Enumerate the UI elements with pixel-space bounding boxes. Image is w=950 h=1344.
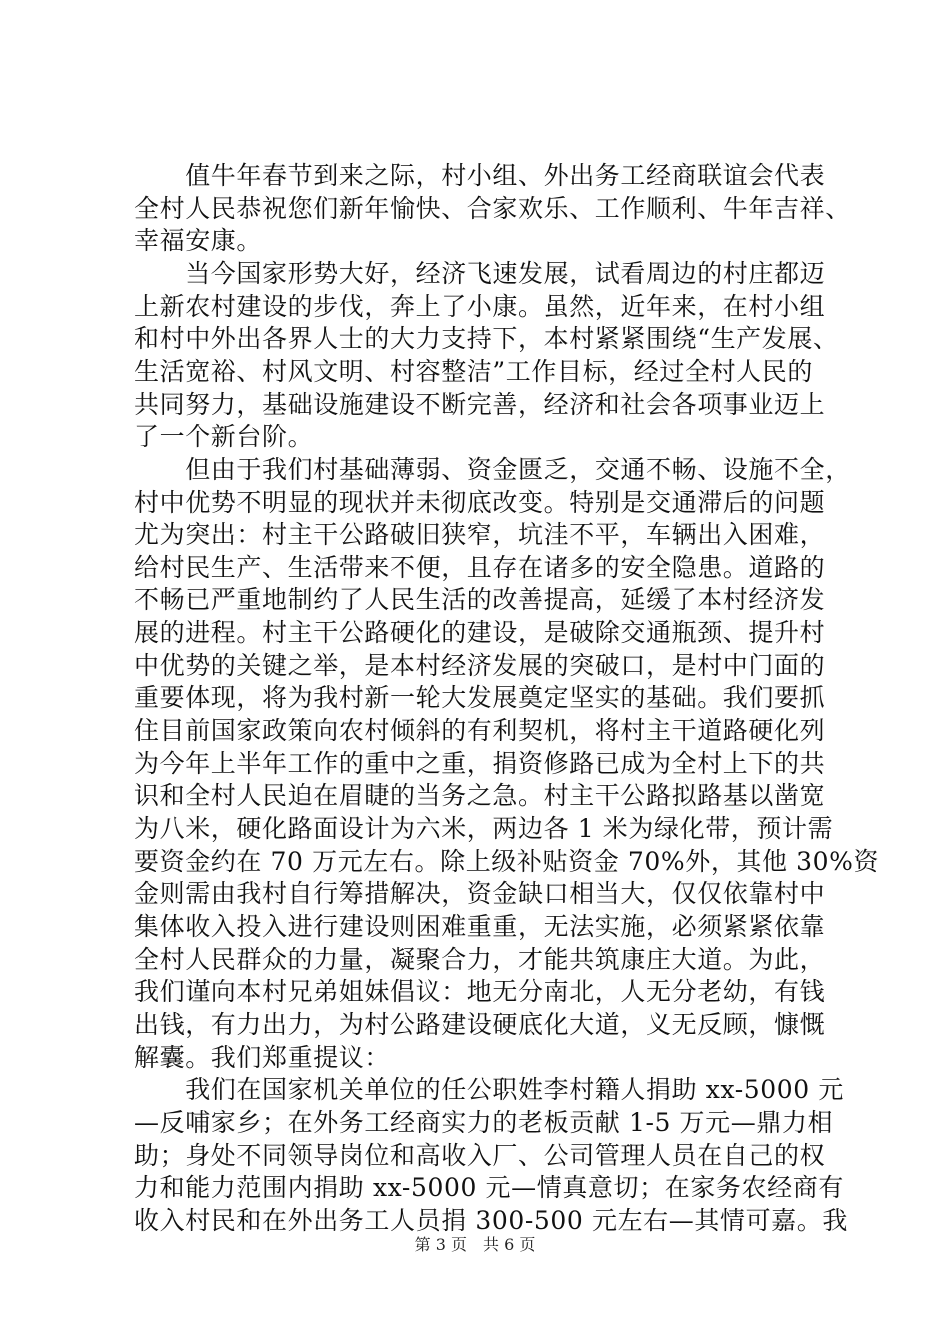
text-line: 我们在国家机关单位的任公职姓李村籍人捐助 xx-5000 元 bbox=[134, 1075, 844, 1104]
page-footer: 第 3 页 共 6 页 bbox=[414, 1235, 536, 1254]
text-line: 为今年上半年工作的重中之重，捐资修路已成为全村上下的共 bbox=[134, 749, 826, 778]
text-line: 解囊。我们郑重提议： bbox=[134, 1043, 391, 1072]
text-line: 了一个新台阶。 bbox=[134, 422, 314, 451]
text-line: 上新农村建设的步伐，奔上了小康。虽然，近年来，在村小组 bbox=[134, 292, 826, 321]
text-line: 金则需由我村自行筹措解决，资金缺口相当大，仅仅依靠村中 bbox=[134, 879, 826, 908]
text-line: 出钱，有力出力，为村公路建设硬底化大道，义无反顾，慷慨 bbox=[134, 1010, 826, 1039]
text-line: 尤为突出：村主干公路破旧狭窄，坑洼不平，车辆出入困难， bbox=[134, 520, 826, 549]
text-line: 不畅已严重地制约了人民生活的改善提高，延缓了本村经济发 bbox=[134, 585, 826, 614]
text-line: 和村中外出各界人士的大力支持下，本村紧紧围绕“生产发展、 bbox=[134, 324, 839, 353]
text-line: 助；身处不同领导岗位和高收入厂、公司管理人员在自己的权 bbox=[134, 1141, 826, 1170]
text-line: 但由于我们村基础薄弱、资金匮乏，交通不畅、设施不全， bbox=[134, 455, 851, 484]
text-line: 要资金约在 70 万元左右。除上级补贴资金 70%外，其他 30%资 bbox=[134, 847, 880, 876]
text-line: 展的进程。村主干公路硬化的建设，是破除交通瓶颈、提升村 bbox=[134, 618, 826, 647]
text-line: 我们谨向本村兄弟姐妹倡议：地无分南北，人无分老幼，有钱 bbox=[134, 977, 826, 1006]
text-line: 住目前国家政策向农村倾斜的有利契机，将村主干道路硬化列 bbox=[134, 716, 826, 745]
text-line: 全村人民恭祝您们新年愉快、合家欢乐、工作顺利、牛年吉祥、 bbox=[134, 194, 851, 223]
text-line: 值牛年春节到来之际，村小组、外出务工经商联谊会代表 bbox=[134, 161, 826, 190]
text-line: —反哺家乡；在外务工经商实力的老板贡献 1-5 万元—鼎力相 bbox=[134, 1108, 834, 1137]
text-line: 村中优势不明显的现状并未彻底改变。特别是交通滞后的问题 bbox=[134, 488, 826, 517]
text-line: 重要体现，将为我村新一轮大发展奠定坚实的基础。我们要抓 bbox=[134, 683, 826, 712]
text-line: 中优势的关键之举，是本村经济发展的突破口，是村中门面的 bbox=[134, 651, 826, 680]
text-line: 收入村民和在外出务工人员捐 300-500 元左右—其情可嘉。我 bbox=[134, 1206, 848, 1235]
text-line: 识和全村人民迫在眉睫的当务之急。村主干公路拟路基以凿宽 bbox=[134, 781, 826, 810]
text-line: 全村人民群众的力量，凝聚合力，才能共筑康庄大道。为此， bbox=[134, 945, 826, 974]
text-line: 力和能力范围内捐助 xx-5000 元—情真意切；在家务农经商有 bbox=[134, 1173, 844, 1202]
text-line: 当今国家形势大好，经济飞速发展，试看周边的村庄都迈 bbox=[134, 259, 826, 288]
text-line: 共同努力，基础设施建设不断完善，经济和社会各项事业迈上 bbox=[134, 390, 826, 419]
text-line: 幸福安康。 bbox=[134, 226, 263, 255]
text-line: 为八米，硬化路面设计为六米，两边各 1 米为绿化带，预计需 bbox=[134, 814, 834, 843]
text-line: 生活宽裕、村风文明、村容整洁”工作目标，经过全村人民的 bbox=[134, 357, 813, 386]
text-line: 给村民生产、生活带来不便，且存在诸多的安全隐患。道路的 bbox=[134, 553, 826, 582]
text-line: 集体收入投入进行建设则困难重重，无法实施，必须紧紧依靠 bbox=[134, 912, 826, 941]
